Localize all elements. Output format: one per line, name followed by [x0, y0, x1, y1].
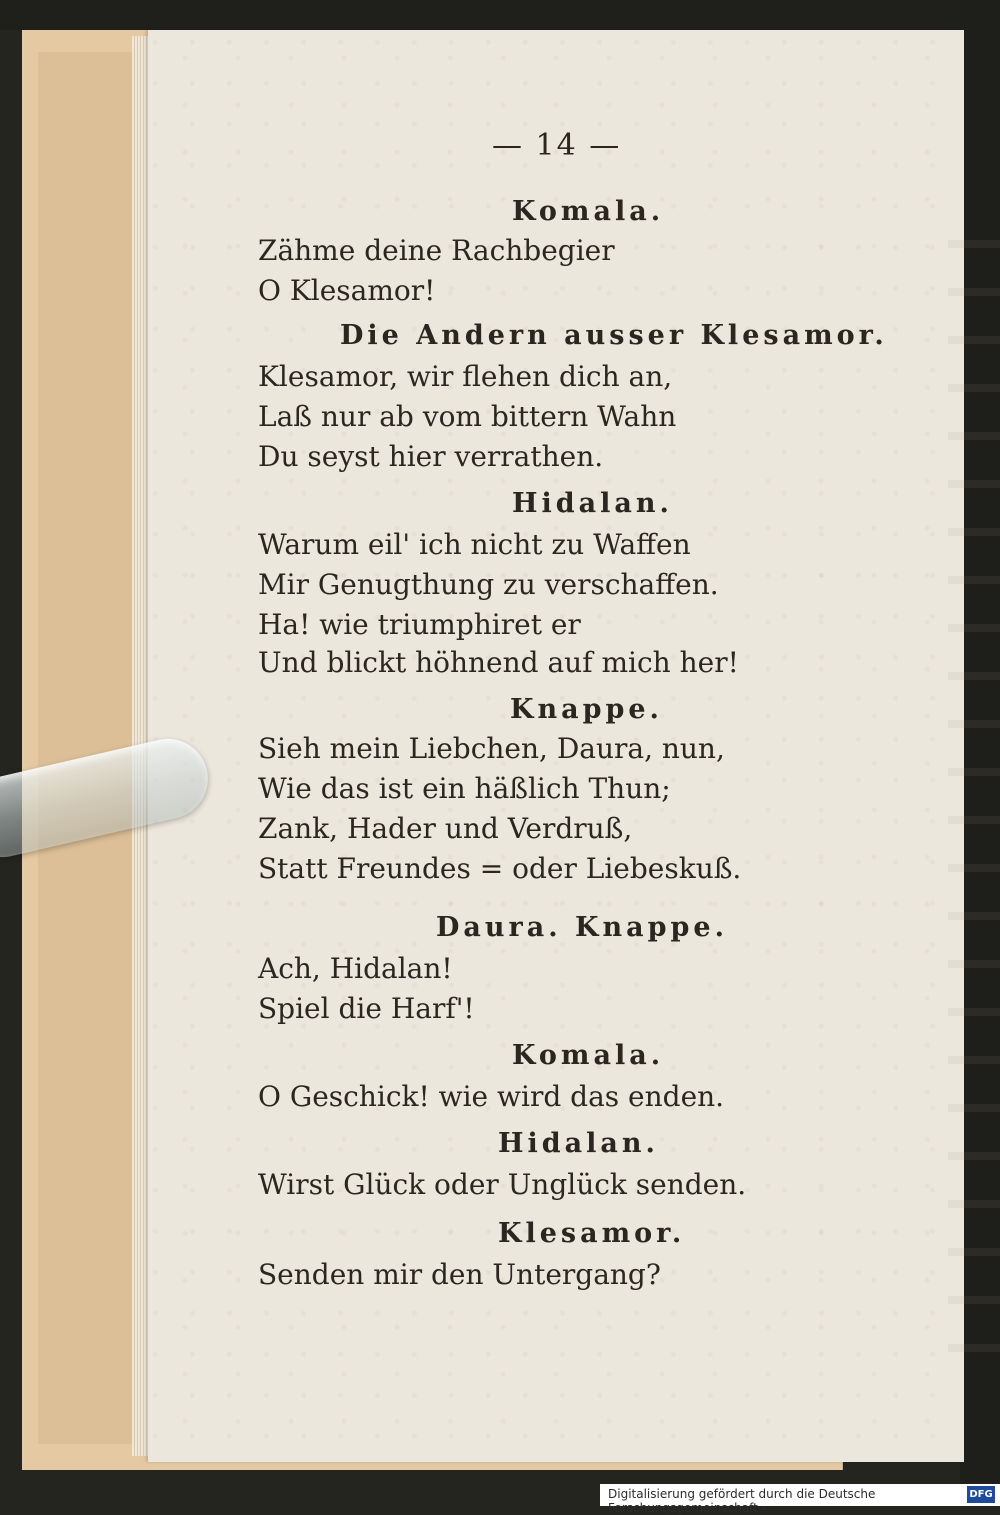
- verse-line: Laß nur ab vom bittern Wahn: [258, 400, 677, 433]
- verse-line: Und blickt höhnend auf mich her!: [258, 646, 739, 679]
- verse-line: Klesamor, wir flehen dich an,: [258, 360, 673, 393]
- speaker-komala: Komala.: [512, 196, 665, 227]
- speaker-daura-knappe: Daura. Knappe.: [436, 912, 728, 943]
- verse-line: Sieh mein Liebchen, Daura, nun,: [258, 732, 725, 765]
- speaker-komala: Komala.: [512, 1040, 665, 1071]
- verse-line: Zähme deine Rachbegier: [258, 234, 615, 267]
- verse-line: Du seyst hier verrathen.: [258, 440, 604, 473]
- verse-line: Wirst Glück oder Unglück senden.: [258, 1168, 747, 1201]
- page-number: — 14 —: [492, 128, 622, 163]
- speaker-hidalan: Hidalan.: [512, 488, 673, 519]
- verse-line: O Klesamor!: [258, 274, 436, 307]
- verse-line: O Geschick! wie wird das enden.: [258, 1080, 725, 1113]
- verse-line: Senden mir den Untergang?: [258, 1258, 661, 1291]
- verse-line: Zank, Hader und Verdruß,: [258, 812, 633, 845]
- scan-background-top: [0, 0, 1000, 30]
- speaker-klesamor: Klesamor.: [498, 1218, 686, 1249]
- verse-line: Mir Genugthung zu verschaffen.: [258, 568, 719, 601]
- verse-line: Ha! wie triumphiret er: [258, 608, 581, 641]
- verse-line: Wie das ist ein häßlich Thun;: [258, 772, 671, 805]
- verse-line: Warum eil' ich nicht zu Waffen: [258, 528, 691, 561]
- dfg-logo-icon: DFG: [967, 1486, 995, 1503]
- speaker-knappe: Knappe.: [510, 694, 663, 725]
- verse-line: Ach, Hidalan!: [258, 952, 453, 985]
- speaker-die-andern: Die Andern ausser Klesamor.: [340, 320, 888, 351]
- speaker-hidalan: Hidalan.: [498, 1128, 659, 1159]
- digitization-credit: Digitalisierung gefördert durch die Deutsche Forschungsgemeinschaft -: [608, 1487, 876, 1515]
- verse-line: Statt Freundes = oder Liebeskuß.: [258, 852, 742, 885]
- show-through: [948, 210, 1000, 1360]
- verse-line: Spiel die Harf'!: [258, 992, 475, 1025]
